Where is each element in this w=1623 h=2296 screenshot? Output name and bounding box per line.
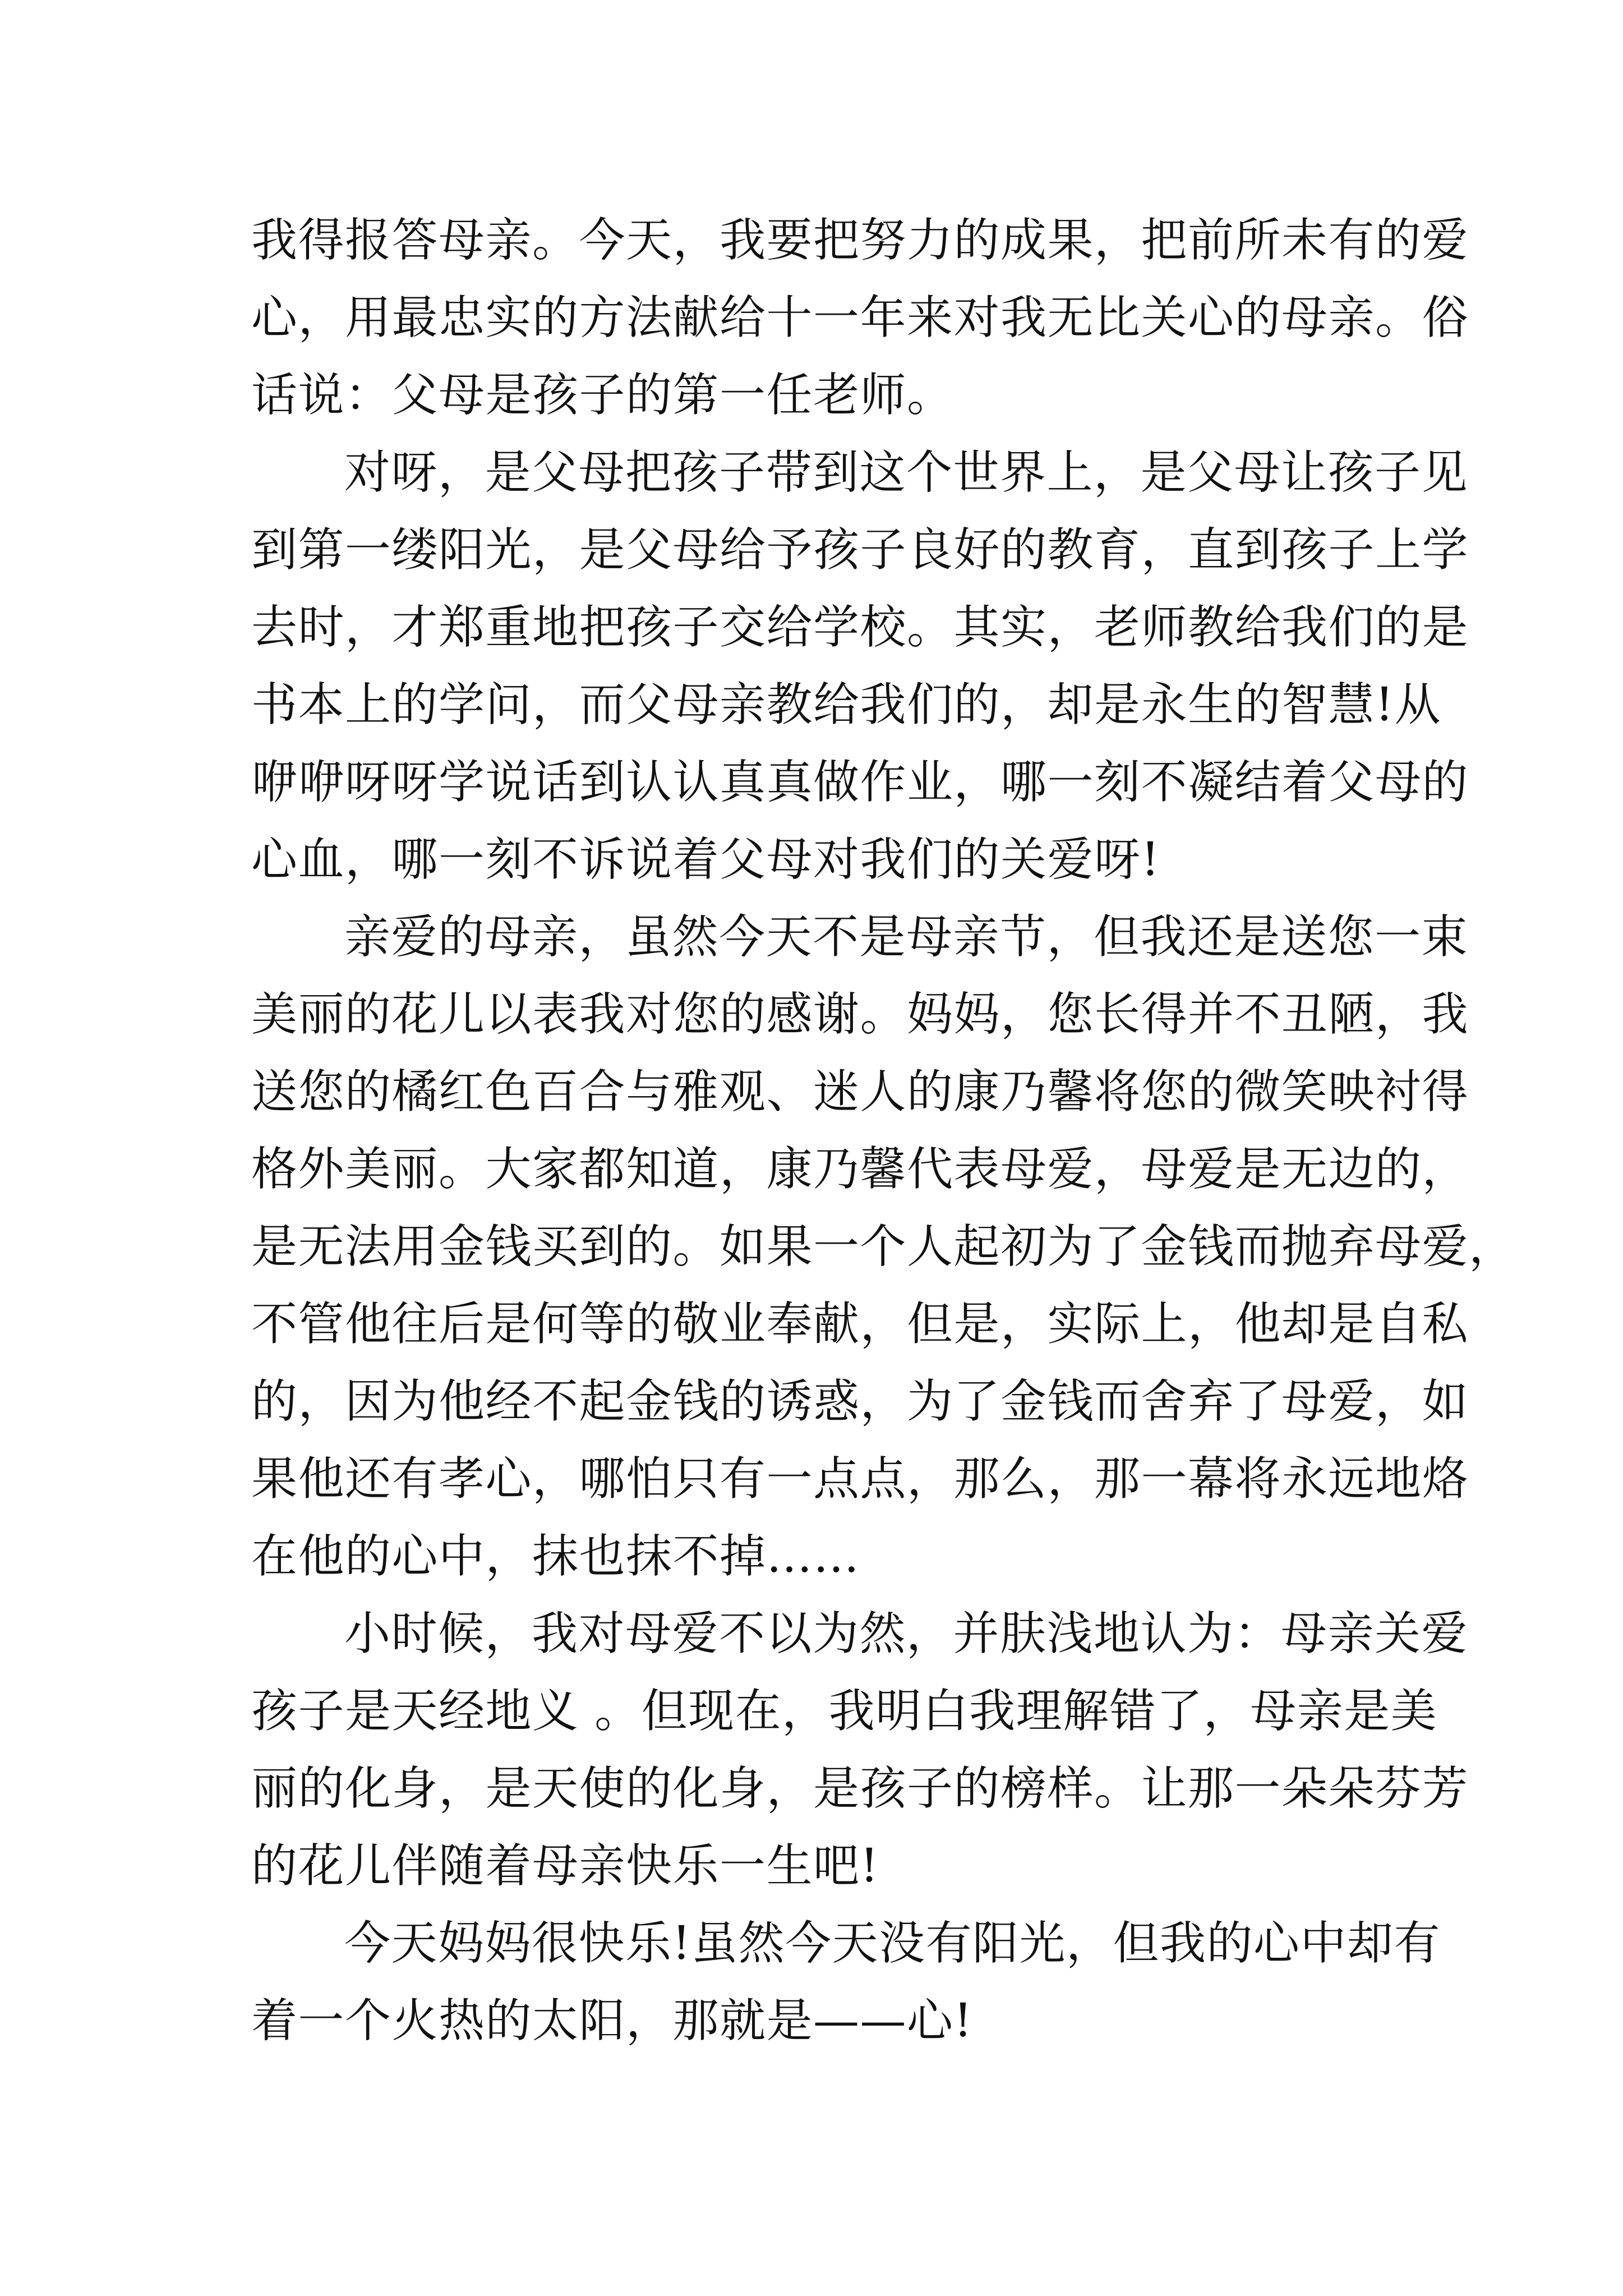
text-line: 话说：父母是孩子的第一任老师。 [251, 369, 954, 422]
text-line: 送您的橘红色百合与雅观、迷人的康乃馨将您的微笑映衬得 [251, 1065, 1469, 1119]
text-line: 小时候，我对母爱不以为然，并肤浅地认为：母亲关爱 [344, 1607, 1469, 1660]
paragraph-3 [251, 899, 1516, 1595]
text-line: 对呀，是父母把孩子带到这个世界上，是父母让孩子见 [344, 446, 1469, 499]
paragraph-5 [251, 1905, 1441, 2060]
document-body [251, 202, 1516, 2060]
text-line: 的花儿伴随着母亲快乐一生吧! [251, 1839, 879, 1893]
paragraph-2 [251, 434, 1469, 899]
text-line: 咿咿呀呀学说话到认认真真做作业，哪一刻不凝结着父母的 [251, 756, 1469, 809]
text-line: 在他的心中，抹也抹不掉…… [251, 1530, 860, 1583]
text-line: 去时，才郑重地把孩子交给学校。其实，老师教给我们的是 [251, 601, 1469, 654]
text-line: 果他还有孝心，哪怕只有一点点，那么，那一幕将永远地烙 [251, 1452, 1469, 1506]
text-line: 书本上的学问，而父母亲教给我们的，却是永生的智慧!从 [251, 678, 1441, 731]
text-line: 到第一缕阳光，是父母给予孩子良好的教育，直到孩子上学 [251, 523, 1469, 577]
text-line: 着一个火热的太阳，那就是——心! [251, 1994, 973, 2047]
text-line: 美丽的花儿以表我对您的感谢。妈妈，您长得并不丑陋，我 [251, 988, 1469, 1041]
text-line: 丽的化身，是天使的化身，是孩子的榜样。让那一朵朵芬芳 [251, 1762, 1469, 1815]
text-line: 是无法用金钱买到的。如果一个人起初为了金钱而抛弃母爱， [251, 1220, 1516, 1273]
text-line: 心，用最忠实的方法献给十一年来对我无比关心的母亲。俗 [251, 291, 1469, 344]
text-line: 的，因为他经不起金钱的诱惑，为了金钱而舍弃了母爱，如 [251, 1375, 1469, 1428]
paragraph-4 [251, 1595, 1469, 1905]
text-line: 孩子是天经地义 。但现在，我明白我理解错了，母亲是美 [251, 1685, 1438, 1738]
text-line: 今天妈妈很快乐!虽然今天没有阳光，但我的心中却有 [344, 1917, 1441, 1970]
text-line: 亲爱的母亲，虽然今天不是母亲节，但我还是送您一束 [344, 910, 1469, 964]
text-line: 格外美丽。大家都知道，康乃馨代表母爱，母爱是无边的， [251, 1143, 1469, 1196]
text-line: 心血，哪一刻不诉说着父母对我们的关爱呀! [251, 833, 1160, 886]
paragraph-1 [251, 202, 1469, 434]
text-line: 我得报答母亲。今天，我要把努力的成果，把前所未有的爱 [251, 214, 1469, 267]
text-line: 不管他往后是何等的敬业奉献，但是，实际上，他却是自私 [251, 1297, 1469, 1351]
